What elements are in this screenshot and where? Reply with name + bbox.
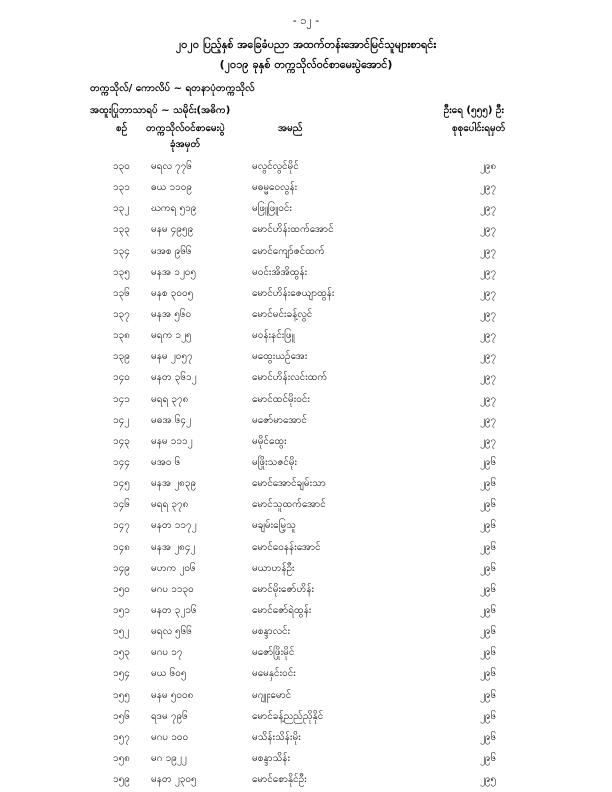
- roll-number: မနမ ၁၁၁၂: [151, 435, 193, 447]
- table-row: [0, 494, 612, 515]
- student-name: မောင်သူထက်အောင်: [252, 499, 326, 511]
- header-roll: တက္ကသိုလ်ဝင်စာမေးပွဲ: [146, 123, 225, 134]
- row-number: ၁၅၇: [113, 731, 130, 743]
- row-number: ၁၄၈: [113, 541, 130, 553]
- total-marks: ၂၉၇: [480, 182, 497, 194]
- row-number: ၁၅၂: [113, 626, 130, 638]
- row-number: ၁၄၄: [113, 456, 130, 468]
- total-marks: ၂၉၇: [480, 245, 497, 257]
- row-number: ၁၅၅: [113, 689, 130, 701]
- total-marks: ၂၉၇: [480, 393, 497, 405]
- total-marks: ၂၉၆: [480, 456, 497, 468]
- row-number: ၁၅၄: [113, 668, 130, 680]
- total-marks: ၂၉၆: [480, 710, 497, 722]
- student-name: မောင်ခန့်ညည်ညိုနိုင်: [252, 710, 324, 722]
- student-name: မလွင်လွင်မိုင်: [252, 161, 299, 172]
- roll-number: မနအ ၅၆၀: [151, 308, 192, 320]
- student-name: မဖြိုးသဇင်မိုး: [252, 456, 298, 468]
- student-name: မဇော်ဖြိုးမိုင်: [252, 647, 295, 659]
- student-name: မဇော်မာအောင်: [252, 414, 307, 426]
- total-marks: ၂၉၈: [480, 161, 497, 172]
- student-name: မဓမ္မဝေလွန်း: [252, 182, 298, 194]
- student-name: မသိန်းသိန်းမိုး: [252, 731, 301, 743]
- total-marks: ၂၉၇: [480, 372, 497, 384]
- roll-number: မရရ ၃၇၈: [151, 393, 189, 405]
- student-name: မဂျူးမောင်: [252, 689, 292, 701]
- roll-number: မနမ ၄၉၅၉: [151, 224, 194, 236]
- table-row: [0, 219, 612, 240]
- student-name: မောင်အောင်ချမ်းသာ: [252, 478, 326, 490]
- specialty-line: အထူးပြုဘာသာရပ် ~ သမိုင်း(အဓိက): [90, 105, 231, 116]
- table-row: [0, 727, 612, 748]
- student-name: မဝန်းနင်းဖြူ: [252, 330, 295, 342]
- total-marks: ၂၉၇: [480, 414, 497, 426]
- total-marks: ၂၉၇: [480, 224, 497, 236]
- total-marks: ၂၉၇: [480, 308, 497, 320]
- row-number: ၁၃၆: [113, 287, 130, 299]
- roll-number: မဓအ ၆၄၂: [151, 414, 191, 426]
- total-marks: ၂၉၆: [480, 668, 497, 680]
- table-row: [0, 663, 612, 684]
- roll-number: မဂပ ၁၇: [151, 647, 183, 659]
- count-line: ဦးရေ (၅၅၅) ဦး: [443, 105, 504, 116]
- header-roll-line2: ခုံအမှတ်: [170, 139, 201, 150]
- table-row: [0, 558, 612, 579]
- total-marks: ၂၉၆: [480, 541, 497, 553]
- row-number: ၁၄၆: [113, 499, 130, 511]
- row-number: ၁၅၈: [113, 752, 130, 764]
- table-row: [0, 685, 612, 706]
- row-number: ၁၃၈: [113, 330, 130, 342]
- row-number: ၁၃၀: [113, 161, 130, 172]
- roll-number: မရလ ၇၇၆: [151, 161, 192, 172]
- university-line: တက္ကသိုလ်/ ကောလိပ် ~ ရတနာပုံတက္ကသိုလ်: [90, 83, 255, 94]
- student-name: မစန္ဒာသိန်း: [252, 752, 290, 764]
- table-row: [0, 515, 612, 536]
- row-number: ၁၃၃: [113, 224, 130, 236]
- row-number: ၁၃၅: [113, 266, 130, 278]
- table-row: [0, 304, 612, 325]
- roll-number: မနမ ၂၀၅၇: [151, 351, 193, 363]
- table-row: [0, 367, 612, 388]
- student-name: မချမ်းမြေ့သူ: [252, 520, 296, 532]
- student-name: မမိုင်ထွေး: [252, 435, 287, 447]
- row-number: ၁၅၉: [113, 774, 130, 786]
- table-row: [0, 156, 612, 177]
- student-name: မမေနှင်းဝင်း: [252, 668, 296, 680]
- roll-number: မနစ ၃၀၀၅: [151, 287, 194, 299]
- row-number: ၁၄၉: [113, 562, 130, 574]
- student-name: မောင်ဟိန်းထက်အောင်: [252, 224, 334, 236]
- total-marks: ၂၉၇: [480, 203, 497, 215]
- student-name: မောင်ကျော်ဇင်ထက်: [252, 245, 325, 257]
- student-name: မောင်ထင်မိုးဝင်း: [252, 393, 310, 405]
- table-row: [0, 473, 612, 494]
- table-row: [0, 283, 612, 304]
- total-marks: ၂၉၇: [480, 435, 497, 447]
- roll-number: မနတ ၁၁၇၂: [151, 520, 197, 532]
- total-marks: ၂၉၆: [480, 731, 497, 743]
- table-row: [0, 600, 612, 621]
- table-row: [0, 410, 612, 431]
- total-marks: ၂၉၆: [480, 520, 497, 532]
- student-name: မောင်မိုးဇော်ဟိန်း: [252, 583, 315, 595]
- table-row: [0, 579, 612, 600]
- student-name: မစန္ဒာလင်း: [252, 626, 291, 638]
- table-row: [0, 769, 612, 790]
- document-subtitle: (၂၀၁၉ ခုနှစ် တက္ကသိုလ်ဝင်စာမေးပွဲအောင်): [219, 58, 393, 71]
- roll-number: မရရ ၃၇၈: [151, 499, 189, 511]
- roll-number: မနတ ၃၂၁၆: [151, 604, 197, 616]
- roll-number: မဂပ ၁၀၀: [151, 731, 189, 743]
- row-number: ၁၄၃: [113, 435, 130, 447]
- total-marks: ၂၉၆: [480, 478, 497, 490]
- roll-number: မရက ၁၂၅: [151, 330, 192, 342]
- total-marks: ၂၉၆: [480, 689, 497, 701]
- table-row: [0, 177, 612, 198]
- total-marks: ၂၉၆: [480, 626, 497, 638]
- roll-number: မနတ ၂၃၀၅: [151, 774, 197, 786]
- table-row: [0, 325, 612, 346]
- student-name: မောင်ဝေနန်းအောင်: [252, 541, 321, 553]
- roll-number: မဂ ၁၉၂၂: [151, 752, 187, 764]
- row-number: ၁၃၇: [113, 308, 130, 320]
- total-marks: ၂၉၇: [480, 330, 497, 342]
- total-marks: ၂၉၆: [480, 752, 497, 764]
- table-row: [0, 706, 612, 727]
- student-name: မဖြူဖြူဝင်း: [252, 203, 292, 215]
- roll-number: မနအ ၁၂၀၅: [151, 266, 197, 278]
- student-name: မယာဟန်ဦး: [252, 562, 295, 574]
- row-number: ၁၃၄: [113, 245, 130, 257]
- row-number: ၁၃၉: [113, 351, 130, 363]
- table-row: [0, 241, 612, 262]
- row-number: ၁၅၆: [113, 710, 130, 722]
- student-name: မောင်မင်းခန့်လွင်: [252, 308, 313, 320]
- header-no: စဉ်: [116, 123, 128, 134]
- table-row: [0, 537, 612, 558]
- table-row: [0, 748, 612, 769]
- table-row: [0, 431, 612, 452]
- page-number: - ၁၂ -: [292, 14, 320, 27]
- student-name: မဝင်းအိအိထွန်း: [252, 266, 308, 278]
- total-marks: ၂၉၇: [480, 351, 497, 363]
- table-row: [0, 642, 612, 663]
- header-name: အမည်: [278, 123, 303, 134]
- row-number: ၁၄၁: [113, 393, 130, 405]
- total-marks: ၂၉၅: [480, 774, 497, 786]
- roll-number: ဓယ ၁၁၀၉: [151, 182, 193, 194]
- table-row: [0, 198, 612, 219]
- row-number: ၁၅၁: [113, 604, 130, 616]
- roll-number: မဂပ ၁၁၃၀: [151, 583, 194, 595]
- student-name: မောင်ဟိန်းဇေယျာထွန်း: [252, 287, 335, 299]
- total-marks: ၂၉၇: [480, 287, 497, 299]
- student-name: မောင်ဇော်ရဲထွန်း: [252, 604, 312, 616]
- student-name: မောင်ဟိန်းလင်းထက်: [252, 372, 328, 384]
- table-row: [0, 262, 612, 283]
- header-marks: စုစုပေါင်းရမှတ်: [452, 123, 506, 134]
- total-marks: ၂၉၆: [480, 499, 497, 511]
- roll-number: မနအ ၂၈၃၉: [151, 478, 197, 490]
- student-name: မထွေးယဉ်အေး: [252, 351, 308, 363]
- roll-number: မရလ ၅၆၆: [151, 626, 192, 638]
- total-marks: ၂၉၇: [480, 266, 497, 278]
- table-row: [0, 389, 612, 410]
- total-marks: ၂၉၆: [480, 647, 497, 659]
- total-marks: ၂၉၆: [480, 604, 497, 616]
- row-number: ၁၅၃: [113, 647, 130, 659]
- table-row: [0, 346, 612, 367]
- student-name: မောင်စောနိုင်ဦး: [252, 774, 307, 786]
- roll-number: မအဝ ၆: [151, 456, 181, 468]
- roll-number: မအစ ၉၆၆: [151, 245, 192, 257]
- total-marks: ၂၉၆: [480, 562, 497, 574]
- roll-number: မဟက ၂၀၆: [151, 562, 196, 574]
- row-number: ၁၄၂: [113, 414, 130, 426]
- row-number: ၁၃၁: [113, 182, 130, 194]
- roll-number: မနတ ၃၆၁၂: [151, 372, 197, 384]
- total-marks: ၂၉၆: [480, 583, 497, 595]
- document-title: ၂၀၂၀ ပြည့်နှစ် အခြေခံပညာ အထက်တန်းအောင်မြင်သူများစာရင်း: [175, 38, 437, 51]
- roll-number: ဃကရ ၅၁၉: [151, 203, 197, 215]
- table-row: [0, 621, 612, 642]
- roll-number: မနအ ၂၈၄၂: [151, 541, 196, 553]
- table-row: [0, 452, 612, 473]
- row-number: ၁၄၇: [113, 520, 130, 532]
- row-number: ၁၃၂: [113, 203, 130, 215]
- row-number: ၁၄၅: [113, 478, 130, 490]
- roll-number: မနမ ၅၀၀၈: [151, 689, 194, 701]
- row-number: ၁၅၀: [113, 583, 130, 595]
- roll-number: ရဒမ ၇၉၆: [151, 710, 188, 722]
- results-table: [0, 156, 612, 790]
- roll-number: မယ ၆၀၅: [151, 668, 187, 680]
- row-number: ၁၄၀: [113, 372, 130, 384]
